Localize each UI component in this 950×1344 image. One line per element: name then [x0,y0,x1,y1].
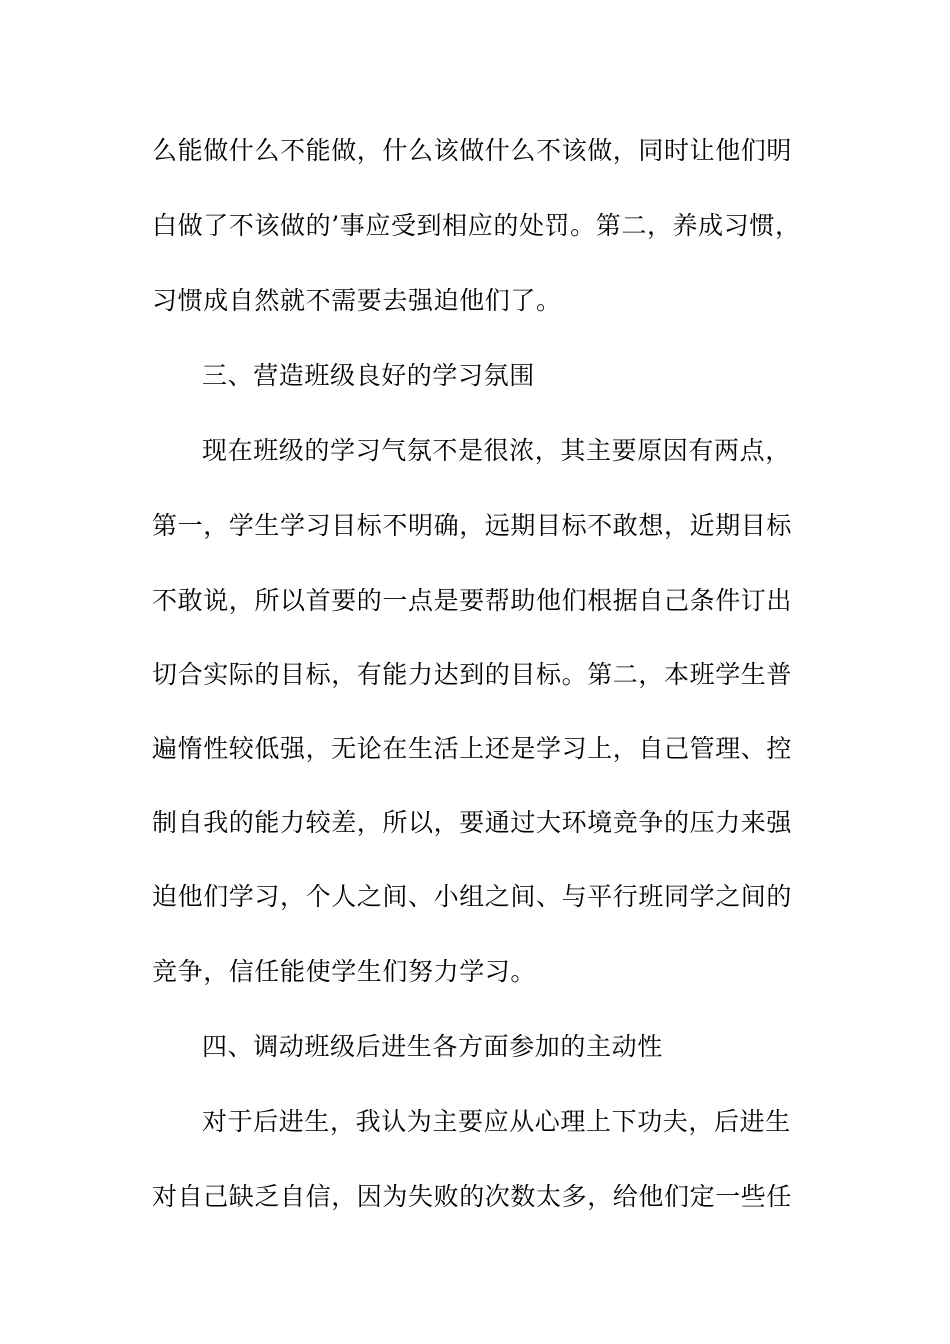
paragraph-line: 现在班级的学习气氛不是很浓，其主要原因有两点， [202,436,791,465]
paragraph-line: 么能做什么不能做，什么该做什么不该做，同时让他们明 [152,136,793,165]
paragraph-line: 白做了不该做的’事应受到相应的处罚。第二，养成习惯， [152,211,801,240]
paragraph-line: 竞争，信任能使学生们努力学习。 [152,957,537,986]
paragraph-line: 迫他们学习，个人之间、小组之间、与平行班同学之间的 [152,882,793,911]
paragraph-line: 对自己缺乏自信，因为失败的次数太多，给他们定一些任 [152,1182,793,1211]
paragraph-line: 对于后进生，我认为主要应从心理上下功夫，后进生 [202,1107,791,1136]
section-heading: 四、调动班级后进生各方面参加的主动性 [202,1032,663,1061]
paragraph-line: 习惯成自然就不需要去强迫他们了。 [152,286,562,315]
paragraph-line: 遍惰性较低强，无论在生活上还是学习上，自己管理、控 [152,734,793,763]
paragraph-line: 制自我的能力较差，所以，要通过大环境竞争的压力来强 [152,808,793,837]
section-heading: 三、营造班级良好的学习氛围 [202,361,535,390]
paragraph-line: 不敢说，所以首要的一点是要帮助他们根据自己条件订出 [152,586,793,615]
paragraph-line: 第一，学生学习目标不明确，远期目标不敢想，近期目标 [152,511,793,540]
paragraph-line: 切合实际的目标，有能力达到的目标。第二，本班学生普 [152,660,793,689]
